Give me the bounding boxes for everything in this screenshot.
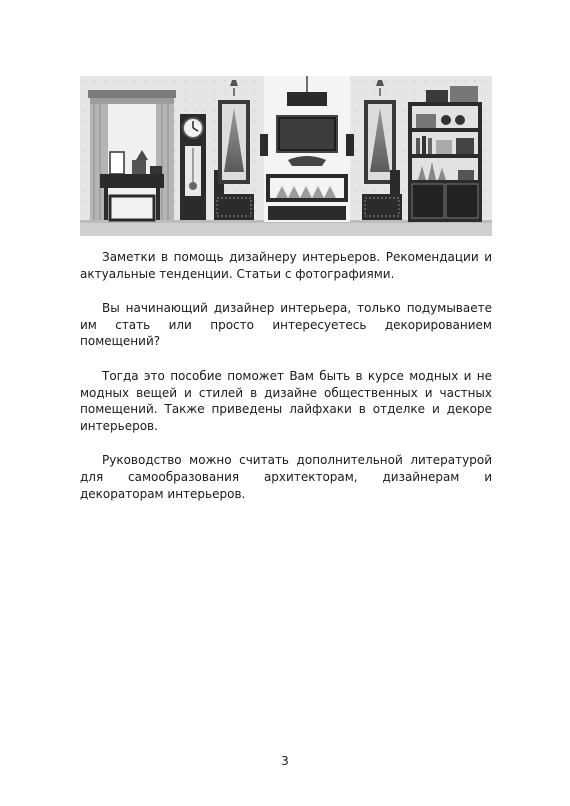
bookshelf bbox=[408, 86, 482, 222]
paragraph: Заметки в помощь дизайнеру интерьеров. Рекомендации и актуальные тенденции. Статьи с фотографиями. bbox=[80, 250, 492, 281]
page-number: 3 bbox=[281, 754, 289, 768]
grandfather-clock bbox=[180, 114, 206, 220]
living-room-illustration bbox=[80, 76, 492, 236]
paragraph: Вы начинающий дизайнер интерьера, только подумываете им стать или просто интересуетесь декорированием помещений? bbox=[80, 301, 492, 349]
paragraph: Руководство можно считать дополнительной литературой для самообразования архитекторам, дизайнерам и декораторам интерьеров. bbox=[80, 453, 492, 501]
paragraph: Тогда это пособие поможет Вам быть в курсе модных и не модных вещей и стилей в дизайне общественных и частных помещений. Также приведены лайфхаки в отделке и декоре интерьеров. bbox=[80, 368, 492, 433]
body-text bbox=[80, 249, 492, 520]
